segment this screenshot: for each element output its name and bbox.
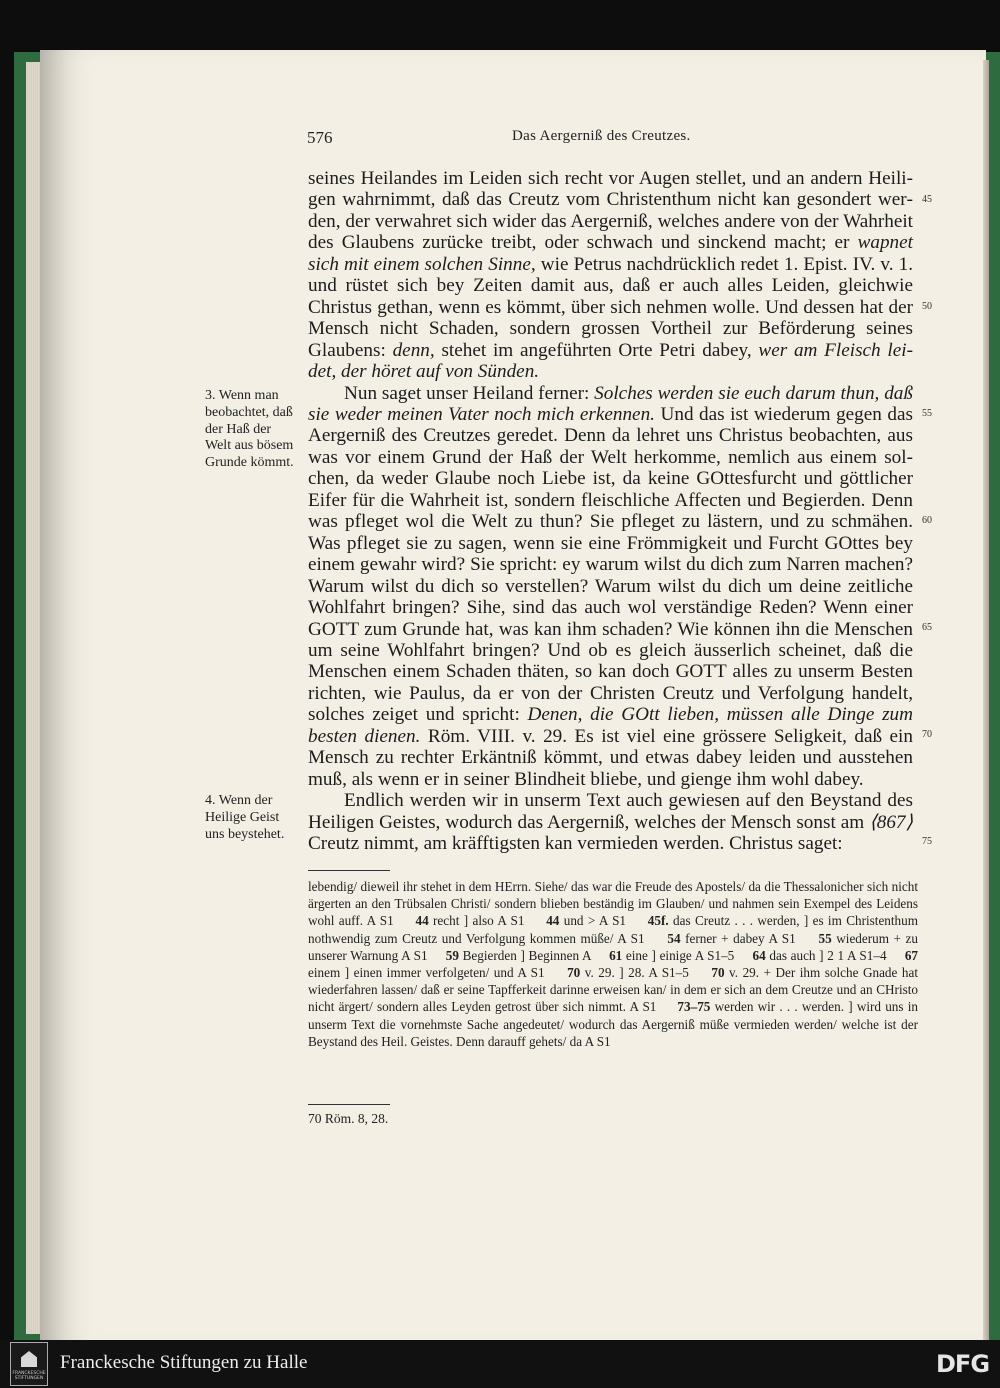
line-number: 75 — [922, 836, 932, 847]
marginal-note: 3. Wenn man beobachtet, daß der Haß der Welt aus bösem Grunde kömmt. — [205, 388, 294, 471]
institution-logo[interactable] — [10, 1342, 48, 1386]
line-number: 45 — [922, 194, 932, 205]
building-icon — [21, 1351, 37, 1367]
page-number: 576 — [307, 128, 333, 147]
apparatus-rule — [308, 870, 390, 871]
line-number: 70 — [922, 729, 932, 740]
footnote-rule — [308, 1104, 390, 1105]
page-right-edge — [983, 60, 989, 1340]
institution-name[interactable]: Franckesche Stiftungen zu Halle — [60, 1352, 308, 1373]
dfg-logo[interactable]: DFG — [936, 1350, 990, 1378]
line-number: 65 — [922, 622, 932, 633]
logo-caption: FRANCKESCHE STIFTUNGEN — [12, 1371, 46, 1381]
critical-apparatus: lebendig/ dieweil ihr stehet in dem HErrn. Siehe/ das war die Freude des Apostels/ da die Thessalonicher sich nicht ärgerten an den Trübsalen Christi/ sondern blieben beständig im Glauben/ und nahmen sein Exempel des Leidens wohl auff. A S1 44 recht ] also A S1 44 und > A S1 45f. das Creutz . . . werden, ] es im Christenthum nothwendig zum Creutz und Verfolgung kommen müße/ A S1 54 ferner + dabey A S1 55 wiederum + zu unserer Warnung A S1 59 Begierden ] Beginnen A 61 eine ] einige A S1–5 64 das auch ] 2 1 A S1–4 67 einem ] einen immer verfolgeten/ und A S1 70 v. 29. ] 28. A S1–5 70 v. 29. + Der ihm solche Gnade hat wiederfahren lassen/ daß er seine Tapfferkeit darinne erweisen kan/ in dem er sich an dem Creutze und an CHristo nicht ärgert/ sondern alles Leyden getrost über sich nimmt. A S1 73–75 werden wir . . . werden. ] wird uns in unserm Text die vornehmste Sache angedeutet/ wodurch das Aergerniß müße vermieden werden/ welche ist der Beystand des Heil. Geistes. Denn darauff gehets/ da A S1 — [308, 879, 918, 1049]
running-title: Das Aergerniß des Creutzes. — [512, 128, 691, 144]
footnote: 70 Röm. 8, 28. — [308, 1111, 389, 1126]
line-number: 60 — [922, 515, 932, 526]
line-number: 50 — [922, 301, 932, 312]
line-number: 55 — [922, 408, 932, 419]
marginal-note: 4. Wenn der Heilige Geist uns beystehet. — [205, 793, 285, 842]
main-text: seines Heilandes im Leiden sich recht vor Augen stellet, und an andern Heiligen wahrnimmt, daß das Creutz vom Christenthum nicht kan gesondert werden, der verwahret sich wider das Aergerniß, welches andere von der Wahrheit des Glaubens zurücke treibt, oder schwach und sinckend macht; er wapnet sich mit einem solchen Sinne, wie Petrus nachdrücklich redet 1. Epist. IV. v. 1. und rüstet sich bey Zeiten damit aus, daß er auch alles Leiden, gleichwie Christus gethan, wenn es kömmt, über sich nehmen wolle. Und dessen hat der Mensch nicht Schaden, sondern grossen Vortheil zur Beförderung seines Glaubens: denn, stehet im angeführten Orte Petri dabey, wer am Fleisch leidet, der höret auf von Sünden. Nun saget unser Heiland ferner: Solches werden sie euch darum thun, daß sie weder meinen Vater noch mich erkennen. Und das ist wiederum gegen das Aergerniß des Creutzes geredet. Denn da lehret uns Christus beobachten, aus was vor einem Grund der Haß der Welt herkomme, nemlich aus einem solchen, da weder Glaube noch Liebe ist, da keine GOttesfurcht und göttlicher Eifer für die Wahrheit ist, sondern fleischliche Affecten und Begierden. Denn was pfleget wol die Welt zu thun? Sie pfleget zu lästern, und zu schmähen. Was pfleget sie zu sagen, wenn sie eine Frömmigkeit und Furcht GOttes bey einem gewahr wird? Sie spricht: ey warum wilst du dich zum Narren machen? Warum wilst du dich so verstellen? Warum wilst du dich um deine zeitliche Wohlfahrt bringen? Sihe, sind das auch wol verständige Reden? Wenn einer GOTT zum Grunde hat, was kan ihm schaden? Wie können ihn die Menschen um seine Wohlfahrt bringen? Und ob es gleich äusserlich scheinet, daß die Menschen einem Schaden thäten, so kan doch GOTT alles zu unserm Besten richten, wie Paulus, da er von der Christen Creutz und Verfolgung handelt, solches zeiget und spricht: Denen, die GOtt lieben, müssen alle Dinge zum besten dienen. Röm. VIII. v. 29. Es ist viel eine grössere Seligkeit, daß ein Mensch zu rechter Erkäntniß kömmt, und etwas dabey leiden und ausstehen muß, als wenn er in seiner Blindheit bliebe, und gienge ihm wohl dabey. Endlich werden wir in unserm Text auch gewiesen auf den Beystand des Heiligen Geistes, wodurch das Aergerniß, welches der Mensch sonst am ⟨867⟩ Creutz nimmt, am kräfftigsten kan vermieden werden. Christus saget: — [308, 168, 914, 855]
